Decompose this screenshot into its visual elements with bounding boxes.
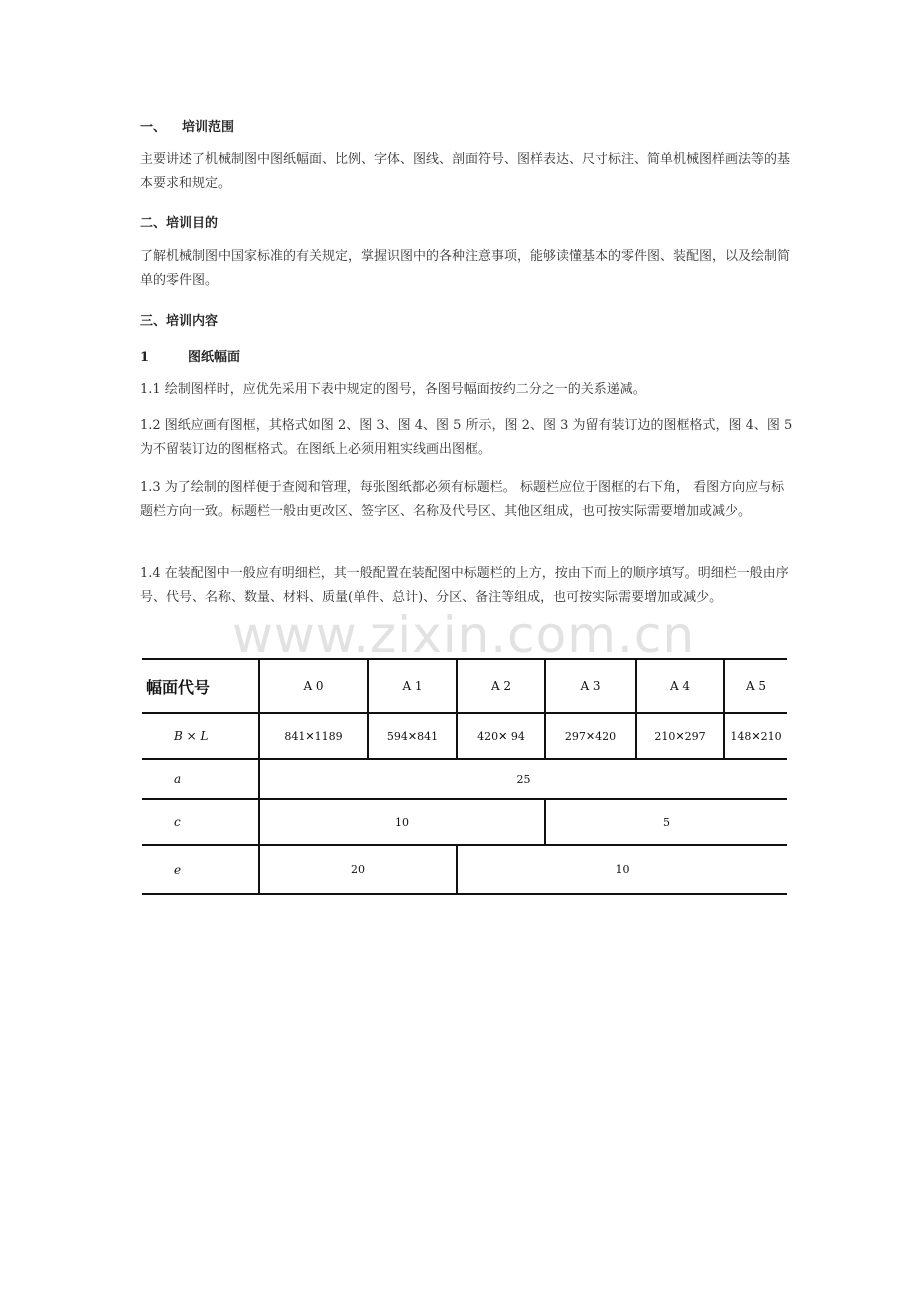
paragraph-purpose: 了解机械制图中国家标准的有关规定，掌握识图中的各种注意事项，能够读懂基本的零件图、装配图，以及绘制简单的零件图。 (140, 249, 791, 288)
watermark-text: www.zixin.com.cn (232, 606, 696, 664)
paragraph-1-2: 1.2 图纸应画有图框，其格式如图 2、图 3、图 4、图 5 所示，图 2、图 3 为留有装订边的图框格式，图 4、图 5 为不留装订边的图框格式。在图纸上必须用粗实线画出图框。 (140, 418, 793, 457)
a-value: 25 (259, 759, 787, 799)
paragraph-1-3: 1.3 为了绘制的图样便于查阅和管理，每张图纸都必须有标题栏。 标题栏应位于图框的右下角， 看图方向应与标题栏方向一致。标题栏一般由更改区、签字区、名称及代号区、其他区组成，也可按实际需要增加或减少。 (140, 480, 785, 519)
section-heading-content: 三、培训内容 (140, 314, 219, 329)
table-row-e (142, 845, 787, 894)
bxl-a0: 841✕1189 (259, 713, 368, 759)
row-label-a: a (142, 759, 259, 799)
e-value-a2-a5: 10 (457, 845, 787, 894)
table-row-bxl (142, 713, 787, 759)
size-code-a5: A 5 (724, 659, 787, 713)
size-code-a1: A 1 (368, 659, 457, 713)
bxl-a3: 297✕420 (545, 713, 636, 759)
bxl-a2: 420✕ 94 (457, 713, 545, 759)
subsection-title: 图纸幅面 (188, 350, 241, 365)
paragraph-scope: 主要讲述了机械制图中图纸幅面、比例、字体、图线、剖面符号、图样表达、尺寸标注、简单机械图样画法等的基本要求和规定。 (140, 152, 791, 191)
c-value-a0-a2: 10 (259, 799, 545, 845)
table-row-c (142, 799, 787, 845)
row-label-bxl: B × L (142, 713, 259, 759)
size-code-a3: A 3 (545, 659, 636, 713)
subsection-number: 1 (140, 350, 150, 365)
row-label-e: e (142, 845, 259, 894)
section-heading-purpose: 二、培训目的 (140, 216, 219, 231)
bxl-a4: 210✕297 (636, 713, 724, 759)
bxl-a5: 148✕210 (724, 713, 787, 759)
subsection-heading-paper-size (140, 346, 240, 365)
paragraph-1-4: 1.4 在装配图中一般应有明细栏，其一般配置在装配图中标题栏的上方，按由下而上的顺序填写。明细栏一般由序号、代号、名称、数量、材料、质量(单件、总计)、分区、备注等组成，也可按实际需要增加或减少。 (140, 566, 789, 605)
size-code-a4: A 4 (636, 659, 724, 713)
section-heading-scope (140, 116, 234, 135)
table-row-size-codes (142, 659, 787, 713)
row-label-c: c (142, 799, 259, 845)
bxl-a1: 594✕841 (368, 713, 457, 759)
paper-size-table (142, 658, 787, 895)
section-number: 一、 (140, 120, 167, 135)
size-code-a2: A 2 (457, 659, 545, 713)
size-code-a0: A 0 (259, 659, 368, 713)
c-value-a3-a5: 5 (545, 799, 787, 845)
table-header-label: 幅面代号 (142, 659, 259, 713)
section-title: 培训范围 (182, 120, 235, 135)
paragraph-1-1: 1.1 绘制图样时，应优先采用下表中规定的图号，各图号幅面按约二分之一的关系递减。 (140, 382, 646, 397)
table-row-a (142, 759, 787, 799)
e-value-a0-a1: 20 (259, 845, 457, 894)
